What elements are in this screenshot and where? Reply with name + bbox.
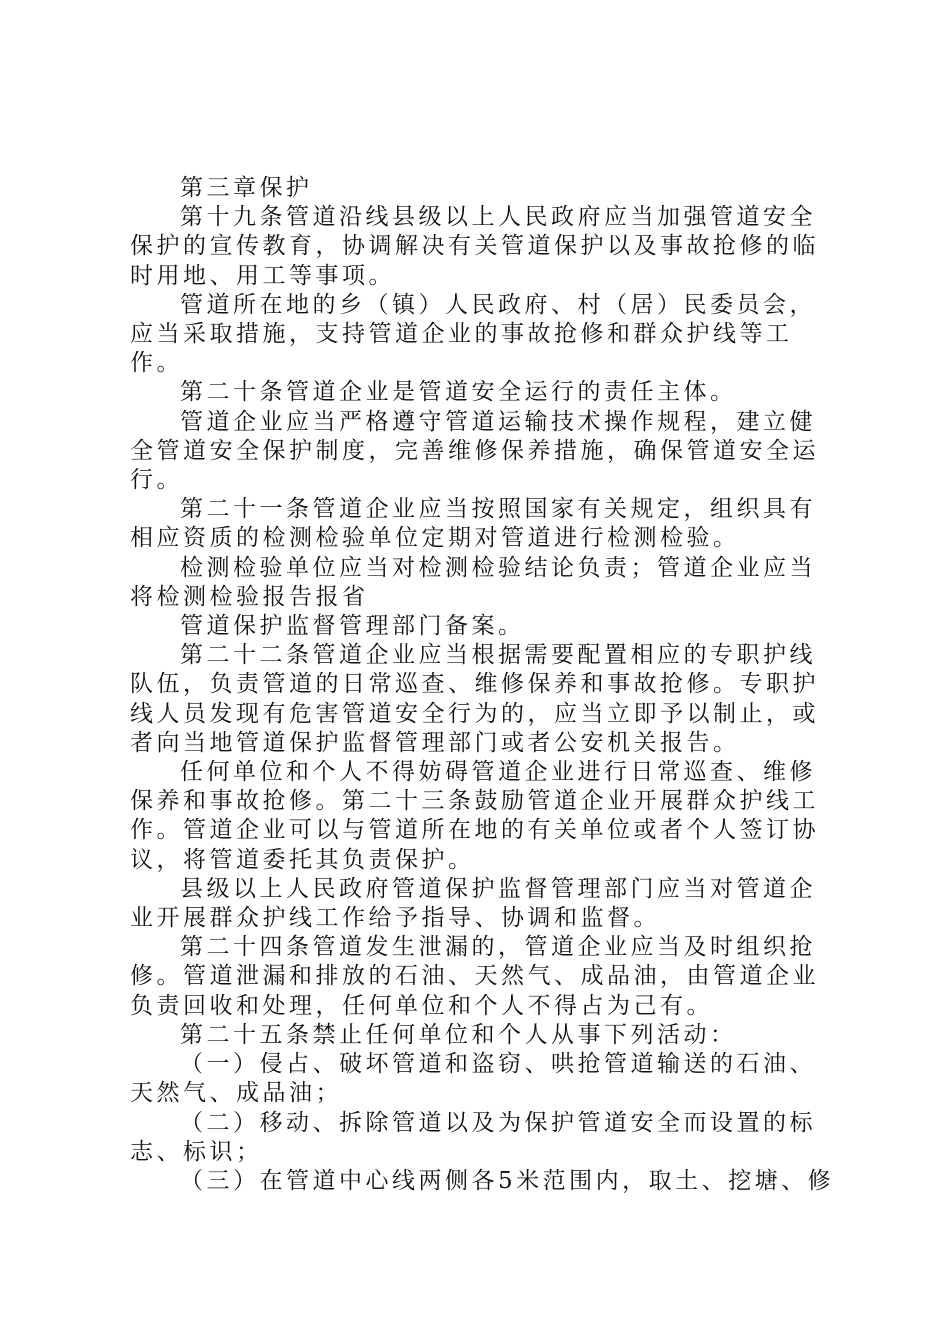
paragraph: 管道企业应当严格遵守管道运输技术操作规程，建立健全管道安全保护制度，完善维修保养措施，确保管道安全运行。 — [130, 408, 819, 494]
list-item: （三）在管道中心线两侧各5米范围内，取土、挖塘、修 — [180, 1167, 835, 1194]
chapter-heading: 第三章保护 — [180, 175, 313, 201]
paragraph: 管道所在地的乡（镇）人民政府、村（居）民委员会，应当采取措施，支持管道企业的事故抢修和群众护线等工作。 — [130, 291, 816, 377]
paragraph: 第二十五条禁止任何单位和个人从事下列活动： — [180, 1021, 737, 1048]
paragraph: 第二十条管道企业是管道安全运行的责任主体。 — [180, 379, 737, 406]
paragraph: 检测检验单位应当对检测检验结论负责；管道企业应当将检测检验报告报省 — [130, 554, 816, 610]
paragraph: 任何单位和个人不得妨碍管道企业进行日常巡查、维修保养和事故抢修。第二十三条鼓励管道企业开展群众护线工作。管道企业可以与管道所在地的有关单位或者个人签订协议，将管道委托其负责保护。 — [130, 759, 819, 873]
paragraph: 第十九条管道沿线县级以上人民政府应当加强管道安全保护的宣传教育，协调解决有关管道保护以及事故抢修的临时用地、用工等事项。 — [130, 204, 819, 289]
paragraph: 管道保护监督管理部门备案。 — [180, 613, 525, 640]
list-item: （二）移动、拆除管道以及为保护管道安全而设置的标志、标识； — [130, 1109, 816, 1165]
paragraph: 县级以上人民政府管道保护监督管理部门应当对管道企业开展群众护线工作给予指导、协调和监督。 — [130, 875, 816, 932]
paragraph: 第二十四条管道发生泄漏的，管道企业应当及时组织抢修。管道泄漏和排放的石油、天然气、成品油，由管道企业负责回收和处理，任何单位和个人不得占为己有。 — [130, 934, 819, 1019]
list-item: （一）侵占、破坏管道和盗窃、哄抢管道输送的石油、天然气、成品油； — [130, 1051, 816, 1107]
document-body — [130, 174, 835, 1196]
paragraph: 第二十二条管道企业应当根据需要配置相应的专职护线队伍，负责管道的日常巡查、维修保养和事故抢修。专职护线人员发现有危害管道安全行为的，应当立即予以制止，或者向当地管道保护监督管理部门或者公安机关报告。 — [130, 642, 819, 756]
paragraph: 第二十一条管道企业应当按照国家有关规定，组织具有相应资质的检测检验单位定期对管道进行检测检验。 — [130, 496, 816, 552]
